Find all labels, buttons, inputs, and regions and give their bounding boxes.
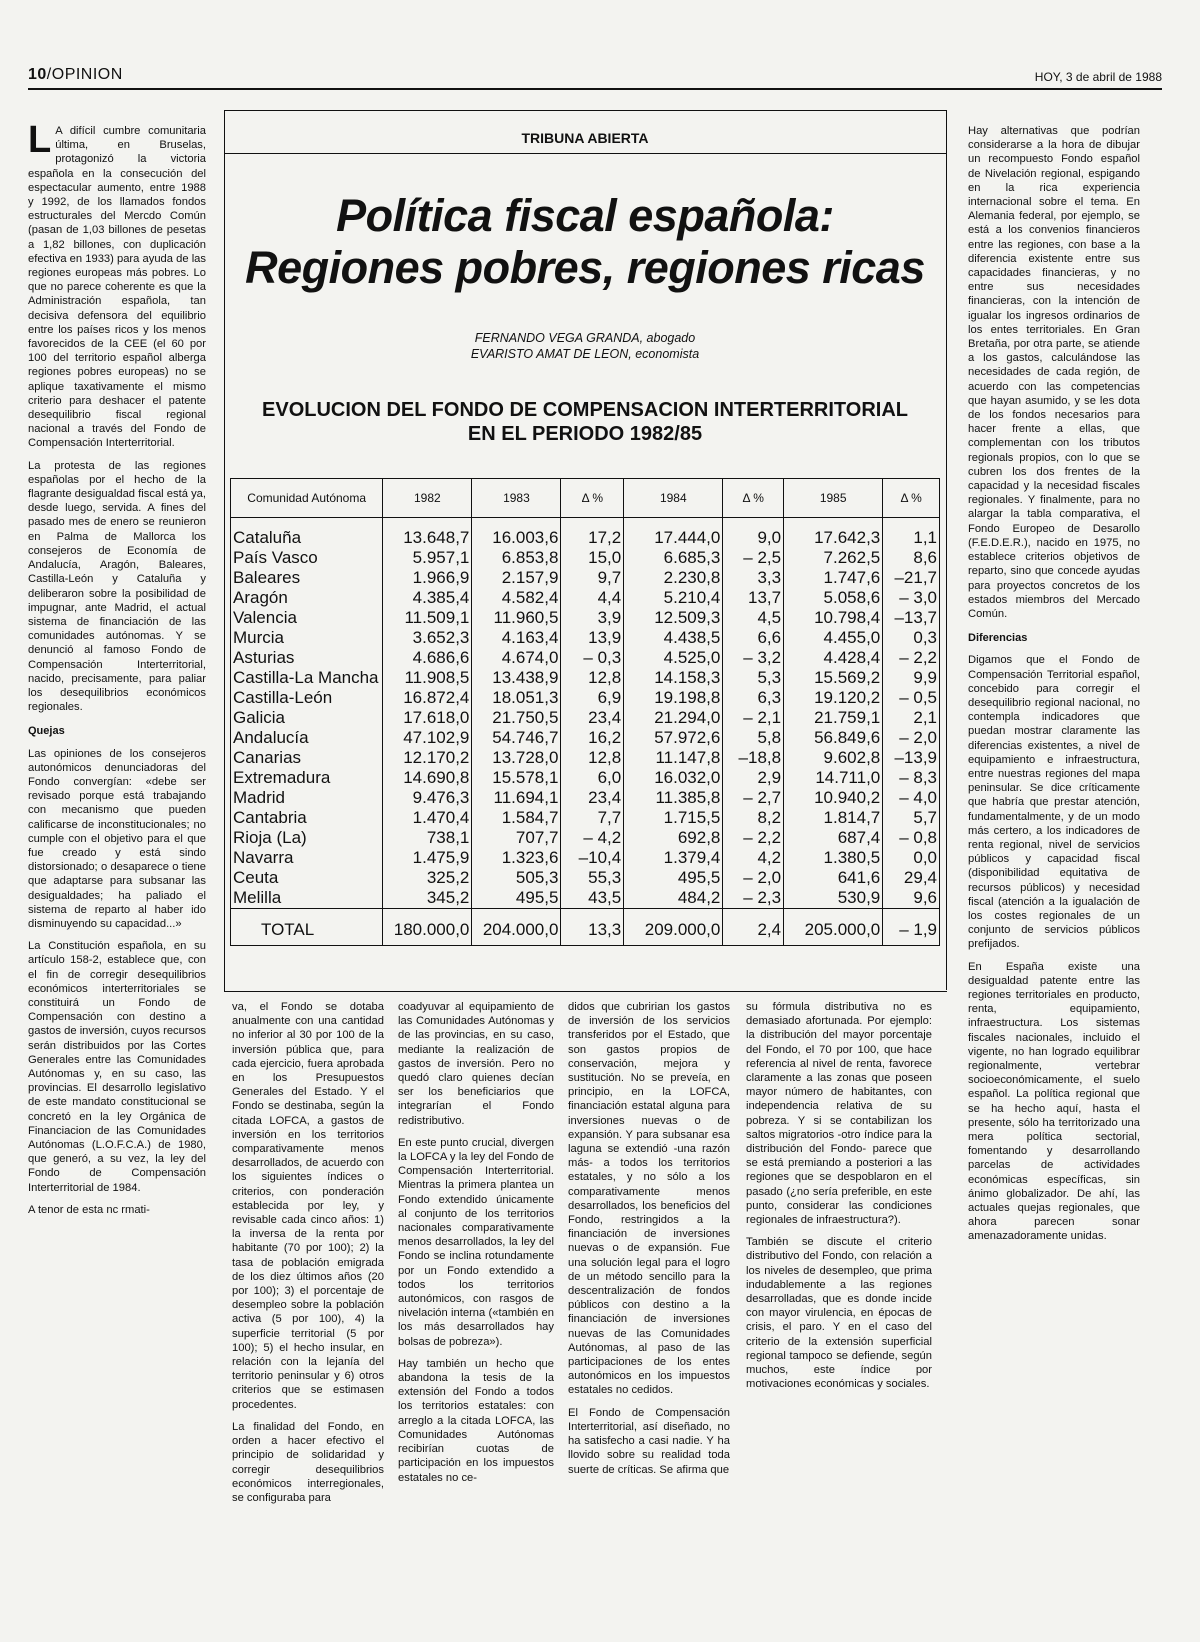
value-cell: – 8,3 (883, 768, 940, 788)
value-cell: 3.652,3 (383, 628, 472, 648)
value-cell: 495,5 (472, 888, 561, 909)
left-column (28, 119, 206, 1225)
region-name-cell: Valencia (231, 608, 383, 628)
value-cell: 4,5 (723, 608, 784, 628)
table-body (231, 518, 940, 946)
value-cell: 4.455,0 (784, 628, 883, 648)
value-cell: 1.814,7 (784, 808, 883, 828)
value-cell: 11.509,1 (383, 608, 472, 628)
value-cell: 56.849,6 (784, 728, 883, 748)
value-cell: 3,3 (723, 568, 784, 588)
section-name: /OPINION (46, 66, 123, 83)
right-divider (946, 110, 947, 990)
value-cell: 6,0 (561, 768, 624, 788)
table-header-cell: 1984 (624, 479, 723, 518)
value-cell: – 2,0 (883, 728, 940, 748)
bottom-column-4-paragraph-1: su fórmula distributiva no es demasiado afortunada. Por ejemplo: la distribución del mayor porcentaje del Fondo, el 70 por 100, que hace referencia al nivel de renta, favorece claramente a las zonas que poseen mayor número de habitantes, con independencia relativa de su pobreza. Y si se contabilizan los saltos migratorios -otro índice para la distribución del Fondo- parece que se está premiando a posteriori a las regiones que se despoblaron en el pasado (¿no sería preferible, en este punto, considerar las condiciones regionales de infraestructura?). (746, 1001, 932, 1227)
table-row (231, 548, 940, 568)
left-paragraph-1-text: A difícil cumbre comunitaria última, en Bruselas, protagonizó la victoria española en la consecución del espectacular aumento, entre 1988 y 1992, de los llamados fondos estructurales del Mercdo Común (pasan de 1,03 billones de pesetas a 1,82 billones, con duplicación efectiva en 1933) para ayuda de las regiones europeas más pobres. Lo que no parece coherente es que la Administración española, tan decisiva defensora del equilibrio entre los países ricos y los menos favorecidos de la CEE (el 60 por 100 del territorio español alberga regiones pobres europeas) no se aplique taxativamente el mismo criterio para deshacer el patente desequilibrio fiscal regional nacional a través del Fondo de Compensación Interterritorial. (28, 125, 206, 450)
value-cell: 15.578,1 (472, 768, 561, 788)
value-cell: 4.385,4 (383, 588, 472, 608)
value-cell: 3,9 (561, 608, 624, 628)
value-cell: 2,1 (883, 708, 940, 728)
value-cell: –10,4 (561, 848, 624, 868)
value-cell: 14.690,8 (383, 768, 472, 788)
right-paragraph-1: Hay alternativas que podrían considerarse a la hora de dibujar un recompuesto Fondo español de Nivelación regional, espigando en la rica experiencia internacional sobre el tema. En Alemania federal, por ejemplo, se está a los convenios financieros entre las regiones, con base a la diferencia existente entre sus capacidades financieras, y no entre sus necesidades financieras, con la intención de igualar los ingresos ordinarios de los entes territoriales. En Gran Bretaña, por otra parte, se atiende a los gastos, calculándose las necesidades de cada región, de acuerdo con las competencias que hayan asumido, y se les dota de los fondos necesarios para hacer frente a ellas, que complementan con los tributos regionals propios, con lo que se cubren los dos frentes de la capacidad y la necesidad fiscales regionales. Y finalmente, para no alargar la tabla comparativa, el Fondo Europeo de Desarollo (F.E.D.E.R.), nacido en 1975, no establece criterios objetivos de reparto, sino que concede ayudas para proyectos concretos de los estados miembros del Mercado Común. (968, 125, 1140, 620)
value-cell: 5,3 (723, 668, 784, 688)
value-cell: – 3,2 (723, 648, 784, 668)
value-cell: 6,6 (723, 628, 784, 648)
table-header-cell: Comunidad Autónoma (231, 479, 383, 518)
value-cell: 6.685,3 (624, 548, 723, 568)
bottom-column-3 (568, 1000, 730, 1485)
value-cell: 15.569,2 (784, 668, 883, 688)
bottom-column-3-paragraph-1: didos que cubririan los gastos de inversión de los servicios transferidos por el Estado, que son gastos propios de conservación, mejora y sustitución. No se preveía, en principio, en la LOFCA, financiación estatal alguna para inversiones nuevas o de expansión. Y para subsanar esa laguna se extendió -una razón más- a todos los territorios estatales, y no sólo a los comparativamente menos desarrollados, los beneficios del Fondo, restringidos a la financiación de inversiones nuevas o de expansión. Fue una solución legal para el logro de un método sencillo para la descentralización de fondos públicos con destino a la financiación de inversiones nuevas de las Comunidades Autónomas, al paso de las participaciones de los entes autonómicos en los impuestos estatales no cedidos. (568, 1001, 730, 1397)
value-cell: 29,4 (883, 868, 940, 888)
value-cell: 495,5 (624, 868, 723, 888)
value-cell: 0,0 (883, 848, 940, 868)
region-name-cell: Madrid (231, 788, 383, 808)
value-cell: 687,4 (784, 828, 883, 848)
value-cell: 7.262,5 (784, 548, 883, 568)
value-cell: 1.584,7 (472, 808, 561, 828)
value-cell: 641,6 (784, 868, 883, 888)
value-cell: 17,2 (561, 518, 624, 549)
value-cell: 13.648,7 (383, 518, 472, 549)
value-cell: 0,3 (883, 628, 940, 648)
value-cell: 4.438,5 (624, 628, 723, 648)
author-1: FERNANDO VEGA GRANDA, abogado (474, 331, 696, 345)
value-cell: 11.908,5 (383, 668, 472, 688)
bottom-column-1 (232, 1000, 384, 1513)
value-cell: 17.642,3 (784, 518, 883, 549)
value-cell: 5,8 (723, 728, 784, 748)
value-cell: 18.051,3 (472, 688, 561, 708)
table-row (231, 518, 940, 549)
value-cell: 47.102,9 (383, 728, 472, 748)
value-cell: 8,6 (883, 548, 940, 568)
region-name-cell: Cataluña (231, 518, 383, 549)
value-cell: 10.798,4 (784, 608, 883, 628)
table-row (231, 708, 940, 728)
value-cell: 9,6 (883, 888, 940, 909)
value-cell: 13,7 (723, 588, 784, 608)
value-cell: 21.294,0 (624, 708, 723, 728)
value-cell: 21.750,5 (472, 708, 561, 728)
bottom-column-1-paragraph-1: va, el Fondo se dotaba anualmente con una cantidad no inferior al 30 por 100 de la inversión pública que, para cada ejercicio, fuera aprobada en los Presupuestos Generales del Estado. Y el Fondo se destinaba, según la citada LOFCA, a gastos de inversión en los territorios comparativamente menos desarrollados, de acuerdo con los siguientes índices o criterios, con ponderación establecida por ley, y revisable cada cinco años: 1) la inversa de la renta por habitante (70 por 100); 2) la tasa de población emigrada de los diez últimos años (20 por 100); 3) el porcentaje de desempleo sobre la población activa (5 por 100), 4) la superficie territorial (5 por 100); 5) el hecho insular, en relación con la lejanía del territorio peninsular y 6) otros criterios que se estimasen procedentes. (232, 1001, 384, 1411)
bottom-column-2-paragraph-2: En este punto crucial, divergen la LOFCA y la ley del Fondo de Compensación Interterritorial. Mientras la primera plantea un Fondo extendido únicamente al conjunto de los territorios nacionales comparativamente menos desarrollados, la ley del Fondo se inclina rotundamente por un Fondo extendido a todos los territorios autonómicos, con rasgos de nivelación interna («también en los más desarrollados hay bolsas de pobreza»). (398, 1136, 554, 1348)
value-cell: 5,7 (883, 808, 940, 828)
author-2: EVARISTO AMAT DE LEON, economista (470, 347, 700, 361)
left-paragraph-2: La protesta de las regiones españolas por el hecho de la flagrante desigualdad fiscal está ya, desde luego, servida. A fines del pasado mes de enero se reunieron en Palma de Mallorca los consejeros de Economía de Andalucía, Aragón, Baleares, Castilla-León y Cataluña y deliberaron sobre la posibilidad de impugnar, ante Madrid, el actual sistema de financiación de las comunidades autónomas. Y se denunció al famoso Fondo de Compensación Interterritorial, nacido, precisamente, para paliar los desequilibrios económicos regionales. (28, 459, 206, 714)
value-cell: 2,9 (723, 768, 784, 788)
region-name-cell: Cantabria (231, 808, 383, 828)
value-cell: 17.618,0 (383, 708, 472, 728)
subhead-diferencias: Diferencias (968, 632, 1028, 645)
value-cell: 530,9 (784, 888, 883, 909)
kicker-rule (224, 153, 946, 154)
table-header-cell: 1982 (383, 479, 472, 518)
value-cell: 16,2 (561, 728, 624, 748)
table-row (231, 788, 940, 808)
value-cell: 2.157,9 (472, 568, 561, 588)
headline-line-2: Regiones pobres, regiones ricas (245, 242, 925, 293)
value-cell: 1.475,9 (383, 848, 472, 868)
bottom-column-2-paragraph-3: Hay también un hecho que abandona la tesis de la extensión del Fondo a todos los territorios estatales: con arreglo a la citada LOFCA, las Comunidades Autónomas recibirían cuotas de participación en los impuestos estatales no ce- (398, 1357, 554, 1484)
kicker: TRIBUNA ABIERTA (521, 130, 649, 146)
table-row (231, 728, 940, 748)
value-cell: 692,8 (624, 828, 723, 848)
table-row (231, 768, 940, 788)
region-name-cell: Ceuta (231, 868, 383, 888)
total-value-cell: 2,4 (723, 909, 784, 946)
value-cell: –18,8 (723, 748, 784, 768)
value-cell: 16.003,6 (472, 518, 561, 549)
value-cell: 13.438,9 (472, 668, 561, 688)
region-name-cell: Aragón (231, 588, 383, 608)
value-cell: – 2,2 (723, 828, 784, 848)
value-cell: 325,2 (383, 868, 472, 888)
region-name-cell: País Vasco (231, 548, 383, 568)
value-cell: 707,7 (472, 828, 561, 848)
table-header-row (231, 479, 940, 518)
region-name-cell: Andalucía (231, 728, 383, 748)
value-cell: 1.966,9 (383, 568, 472, 588)
bottom-column-4 (746, 1000, 932, 1399)
value-cell: 7,7 (561, 808, 624, 828)
total-value-cell: 180.000,0 (383, 909, 472, 946)
total-label-cell: TOTAL (231, 909, 383, 946)
table-row (231, 808, 940, 828)
value-cell: 1.379,4 (624, 848, 723, 868)
value-cell: 13.728,0 (472, 748, 561, 768)
header-rule (28, 88, 1162, 90)
region-name-cell: Murcia (231, 628, 383, 648)
right-column (968, 124, 1140, 1252)
value-cell: 738,1 (383, 828, 472, 848)
total-value-cell: 13,3 (561, 909, 624, 946)
right-paragraph-2: Digamos que el Fondo de Compensación Territorial español, concebido para corregir el desequilibrio regional nacional, no contempla indicadores que puedan mostrar claramente las diferencias existentes, a nivel de equipamiento e infraestructura, entre nuestras regiones del mapa peninsular. Se dice críticamente que habría que prestar atención, fundamentalmente, y de un modo más certero, a los indicadores de renta regional, nivel de servicios públicos y capacidad fiscal (disponibilidad equitativa de recursos públicos) y necesidad fiscal (atención a la igualación de los costes regionales de un conjunto de servicios públicos prefijados. (968, 654, 1140, 951)
left-paragraph-4: La Constitución española, en su artículo 158-2, establece que, con el fin de corregir desequilibrios económicos interterritoriales se constituirá un Fondo de Compensación con destino a gastos de inversión, cuyos recursos serán distribuidos por las Cortes Generales entre las Comunidades Autónomas y, en su caso, las provincias. El desarrollo legislativo de este mandato constitucional se concretó en la ley Orgánica de Financiacion de las Comunidades Autónomas (L.O.F.C.A.) de 1980, que generó, a su vez, la ley del Fondo de Compensación Interterritorial de 1984. (28, 940, 206, 1194)
page-header-left (28, 66, 123, 84)
value-cell: 12.509,3 (624, 608, 723, 628)
value-cell: 9.602,8 (784, 748, 883, 768)
table-row (231, 848, 940, 868)
value-cell: 4.674,0 (472, 648, 561, 668)
value-cell: 505,3 (472, 868, 561, 888)
table-title-line-1: EVOLUCION DEL FONDO DE COMPENSACION INTERTERRITORIAL (262, 399, 908, 421)
value-cell: 9.476,3 (383, 788, 472, 808)
value-cell: 12.170,2 (383, 748, 472, 768)
value-cell: 1,1 (883, 518, 940, 549)
value-cell: – 2,7 (723, 788, 784, 808)
value-cell: 13,9 (561, 628, 624, 648)
table-row (231, 868, 940, 888)
value-cell: 19.120,2 (784, 688, 883, 708)
table-header-cell: Δ % (883, 479, 940, 518)
value-cell: 57.972,6 (624, 728, 723, 748)
table-title (224, 398, 946, 446)
value-cell: 484,2 (624, 888, 723, 909)
value-cell: 16.032,0 (624, 768, 723, 788)
table-row (231, 608, 940, 628)
value-cell: 1.747,6 (784, 568, 883, 588)
table-header-cell: Δ % (723, 479, 784, 518)
value-cell: 4.163,4 (472, 628, 561, 648)
value-cell: – 2,0 (723, 868, 784, 888)
value-cell: 10.940,2 (784, 788, 883, 808)
value-cell: 4.582,4 (472, 588, 561, 608)
region-name-cell: Asturias (231, 648, 383, 668)
region-name-cell: Canarias (231, 748, 383, 768)
page-number: 10 (28, 66, 47, 83)
byline (224, 330, 946, 362)
value-cell: 4,2 (723, 848, 784, 868)
value-cell: 55,3 (561, 868, 624, 888)
value-cell: –13,9 (883, 748, 940, 768)
value-cell: 9,7 (561, 568, 624, 588)
left-paragraph-3: Las opiniones de los consejeros autonómicos denunciadoras del Fondo convergían: «debe ser revisado porque está trabajando con mecanismo que pueden calificarse de inconstitucionales; no cumple con el objetivo para el que fue creado y está sindo distorsionado; o desaparece o tiene que adaptarse para subsanar las desigualdades; ha paliado el sistema de reparto al haber ido disminuyendo su capacidad...» (28, 747, 206, 930)
value-cell: 5.210,4 (624, 588, 723, 608)
region-name-cell: Rioja (La) (231, 828, 383, 848)
bottom-column-2-paragraph-1: coadyuvar al equipamiento de las Comunidades Autónomas y de las provincias, en su caso, mediante la realización de gastos de inversión. Pero no quedó claro quienes decían ser los beneficiarios que integrarían el Fondo redistributivo. (398, 1001, 554, 1127)
table-row (231, 888, 940, 909)
value-cell: 5.058,6 (784, 588, 883, 608)
value-cell: 23,4 (561, 788, 624, 808)
value-cell: 15,0 (561, 548, 624, 568)
value-cell: 54.746,7 (472, 728, 561, 748)
value-cell: 9,0 (723, 518, 784, 549)
value-cell: 19.198,8 (624, 688, 723, 708)
bottom-column-3-paragraph-2: El Fondo de Compensación Interterritorial, así diseñado, no ha satisfecho a casi nadie. Y ha llovido sobre su realidad toda suerte de críticas. Se afirma que (568, 1406, 730, 1476)
table-row (231, 568, 940, 588)
value-cell: 345,2 (383, 888, 472, 909)
left-paragraph-1 (28, 119, 206, 451)
value-cell: – 0,5 (883, 688, 940, 708)
table-row (231, 828, 940, 848)
table-header-cell: Δ % (561, 479, 624, 518)
value-cell: 11.694,1 (472, 788, 561, 808)
region-name-cell: Castilla-La Mancha (231, 668, 383, 688)
headline (224, 190, 946, 294)
region-name-cell: Extremadura (231, 768, 383, 788)
value-cell: 43,5 (561, 888, 624, 909)
right-paragraph-3: En España existe una desigualdad patente entre las regiones territoriales en producto, renta, equipamiento, infraestructura. Los sistemas fiscales nacionales, incluido el vigente, no han logrado equilibrar regionalmente, vertebrar socioeconómicamente, el suelo español. La política regional que se ha hecho aquí, hasta el presente, sólo ha territorizado una mera política sectorial, fomentando y desarrollando parcelas de actividades económicas específicas, sin ánimo globalizador. De ahí, las actuales quejas regionales, que ahora parecen sonar amenazadoramente unidas. (968, 960, 1140, 1243)
value-cell: 4.686,6 (383, 648, 472, 668)
subhead-quejas: Quejas (28, 725, 65, 738)
value-cell: –21,7 (883, 568, 940, 588)
value-cell: 11.960,5 (472, 608, 561, 628)
value-cell: 8,2 (723, 808, 784, 828)
value-cell: 11.385,8 (624, 788, 723, 808)
fund-table (230, 478, 940, 946)
value-cell: 9,9 (883, 668, 940, 688)
value-cell: – 3,0 (883, 588, 940, 608)
value-cell: – 2,5 (723, 548, 784, 568)
bottom-column-2 (398, 1000, 554, 1493)
table-row (231, 688, 940, 708)
table-row (231, 588, 940, 608)
bottom-column-1-paragraph-2: La finalidad del Fondo, en orden a hacer efectivo el principio de solidaridad y corregir desequilibrios económicos interregionales, se configuraba para (232, 1420, 384, 1504)
value-cell: – 4,0 (883, 788, 940, 808)
value-cell: 4.428,4 (784, 648, 883, 668)
table-title-line-2: EN EL PERIODO 1982/85 (467, 423, 703, 445)
value-cell: 12,8 (561, 748, 624, 768)
value-cell: 14.711,0 (784, 768, 883, 788)
table-row (231, 648, 940, 668)
value-cell: 1.470,4 (383, 808, 472, 828)
region-name-cell: Galicia (231, 708, 383, 728)
table-total-row (231, 909, 940, 946)
value-cell: 17.444,0 (624, 518, 723, 549)
table-header-cell: 1983 (472, 479, 561, 518)
total-value-cell: – 1,9 (883, 909, 940, 946)
total-value-cell: 204.000,0 (472, 909, 561, 946)
date-line: HOY, 3 de abril de 1988 (1034, 70, 1162, 84)
bottom-column-4-paragraph-2: También se discute el criterio distributivo del Fondo, con relación a los niveles de desempleo, que prima indudablemente a las regiones desarrolladas, que es donde incide con mayor virulencia, en épocas de crisis, el paro. Y en el caso del criterio de la extensión superficial regional tampoco se defiende, según muchos, este índice por motivaciones económicas y sociales. (746, 1236, 932, 1391)
value-cell: 14.158,3 (624, 668, 723, 688)
region-name-cell: Castilla-León (231, 688, 383, 708)
total-value-cell: 205.000,0 (784, 909, 883, 946)
drop-cap: L (28, 119, 52, 161)
value-cell: 23,4 (561, 708, 624, 728)
region-name-cell: Navarra (231, 848, 383, 868)
value-cell: – 0,3 (561, 648, 624, 668)
total-value-cell: 209.000,0 (624, 909, 723, 946)
value-cell: 6.853,8 (472, 548, 561, 568)
value-cell: 21.759,1 (784, 708, 883, 728)
value-cell: 4,4 (561, 588, 624, 608)
value-cell: 1.715,5 (624, 808, 723, 828)
value-cell: –13,7 (883, 608, 940, 628)
value-cell: – 2,3 (723, 888, 784, 909)
value-cell: 2.230,8 (624, 568, 723, 588)
table-row (231, 748, 940, 768)
value-cell: 4.525,0 (624, 648, 723, 668)
table-row (231, 628, 940, 648)
value-cell: – 2,1 (723, 708, 784, 728)
value-cell: – 0,8 (883, 828, 940, 848)
table-header-cell: 1985 (784, 479, 883, 518)
value-cell: – 2,2 (883, 648, 940, 668)
value-cell: 16.872,4 (383, 688, 472, 708)
left-paragraph-5: A tenor de esta nc rmati- (28, 1203, 150, 1216)
value-cell: 11.147,8 (624, 748, 723, 768)
value-cell: 5.957,1 (383, 548, 472, 568)
value-cell: – 4,2 (561, 828, 624, 848)
table-row (231, 668, 940, 688)
value-cell: 6,3 (723, 688, 784, 708)
region-name-cell: Baleares (231, 568, 383, 588)
region-name-cell: Melilla (231, 888, 383, 909)
value-cell: 1.380,5 (784, 848, 883, 868)
value-cell: 12,8 (561, 668, 624, 688)
value-cell: 6,9 (561, 688, 624, 708)
headline-line-1: Política fiscal española: (336, 190, 834, 241)
value-cell: 1.323,6 (472, 848, 561, 868)
